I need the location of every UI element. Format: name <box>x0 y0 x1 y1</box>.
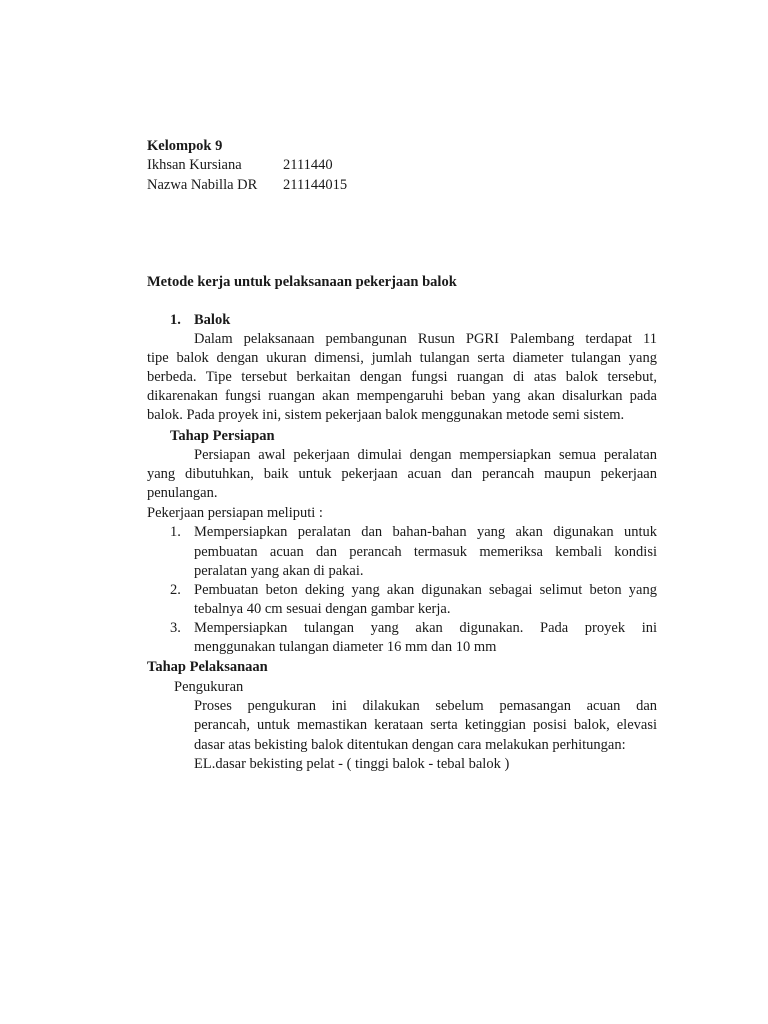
member-id: 2111440 <box>283 157 333 173</box>
member-row <box>147 176 447 195</box>
list-item-line: Mempersiapkan tulangan yang akan digunakan. Pada proyek ini <box>194 620 657 636</box>
paragraph-line: Persiapan awal pekerjaan dimulai dengan mempersiapkan semua peralatan <box>194 447 657 463</box>
list-item-line: peralatan yang akan di pakai. <box>194 563 364 579</box>
paragraph-line: tipe balok dengan ukuran dimensi, jumlah tulangan serta diameter tulangan yang <box>147 350 657 366</box>
list-number: 1. <box>170 524 181 540</box>
list-number: 3. <box>170 620 181 636</box>
member-id: 211144015 <box>283 177 348 193</box>
subsection-heading: Tahap Pelaksanaan <box>147 659 268 675</box>
paragraph-line: berbeda. Tipe tersebut berkaitan dengan fungsi ruangan di atas balok tersebut, <box>147 369 657 385</box>
paragraph-line: yang dibutuhkan, baik untuk pekerjaan acuan dan perancah maupun pekerjaan <box>147 466 657 482</box>
formula-line: EL.dasar bekisting pelat - ( tinggi balok - tebal balok ) <box>194 756 510 772</box>
sub-subheading: Pengukuran <box>174 679 244 695</box>
member-name: Ikhsan Kursiana <box>147 157 242 173</box>
list-item-line: menggunakan tulangan diameter 16 mm dan 10 mm <box>194 639 497 655</box>
member-row <box>147 156 447 175</box>
list-item-line: Mempersiapkan peralatan dan bahan-bahan yang akan digunakan untuk <box>194 524 657 540</box>
list-item-line: Pembuatan beton deking yang akan digunakan sebagai selimut beton yang <box>194 582 657 598</box>
group-title: Kelompok 9 <box>147 138 223 154</box>
list-item-line: pembuatan acuan dan perancah termasuk memeriksa kembali kondisi <box>194 544 657 560</box>
paragraph-line: perancah, untuk memastikan kerataan serta ketinggian posisi balok, elevasi <box>194 717 657 733</box>
paragraph-line: balok. Pada proyek ini, sistem pekerjaan balok menggunakan metode semi sistem. <box>147 407 625 423</box>
paragraph-line: Dalam pelaksanaan pembangunan Rusun PGRI Palembang terdapat 11 <box>194 331 657 347</box>
list-number: 2. <box>170 582 181 598</box>
subsection-heading: Tahap Persiapan <box>170 428 275 444</box>
paragraph-line: dikarenakan fungsi ruangan akan mempengaruhi beban yang akan disalurkan pada <box>147 388 657 404</box>
list-intro: Pekerjaan persiapan meliputi : <box>147 505 323 521</box>
list-item-line: tebalnya 40 cm sesuai dengan gambar kerja. <box>194 601 451 617</box>
section-heading: Balok <box>194 312 231 328</box>
document-title: Metode kerja untuk pelaksanaan pekerjaan balok <box>147 274 457 290</box>
paragraph-line: dasar atas bekisting balok ditentukan dengan cara melakukan perhitungan: <box>194 737 626 753</box>
member-name: Nazwa Nabilla DR <box>147 177 258 193</box>
paragraph-line: Proses pengukuran ini dilakukan sebelum pemasangan acuan dan <box>194 698 657 714</box>
paragraph-line: penulangan. <box>147 485 218 501</box>
section-number: 1. <box>170 312 181 328</box>
